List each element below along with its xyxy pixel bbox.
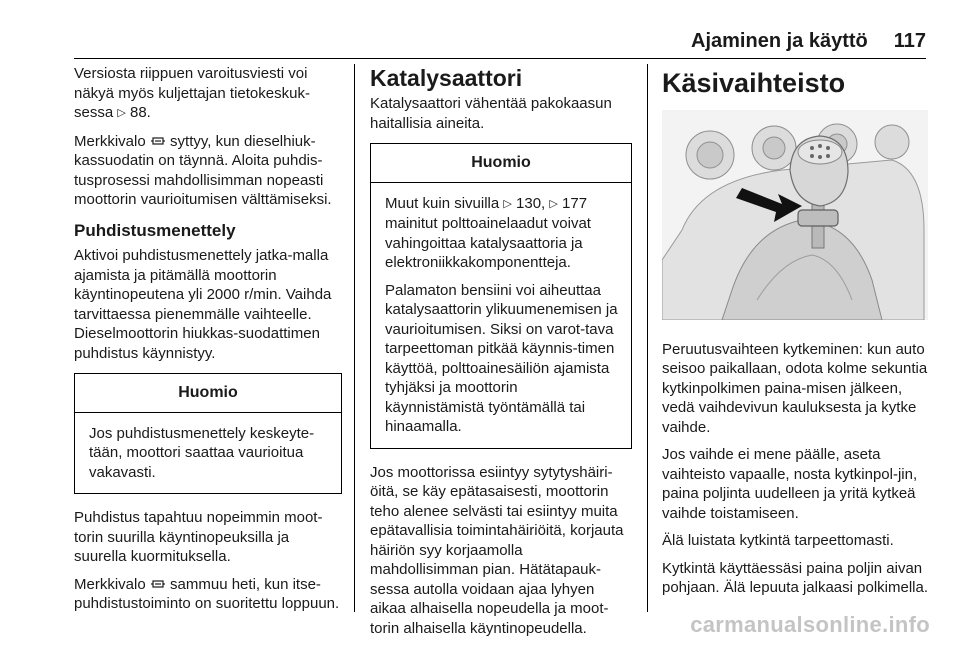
paragraph: Aktivoi puhdistusmenettely jatka-malla ajamista ja pitämällä moottorin käyntinopeutena yli 2000 r/min. Vaihda tarvittaessa pienemmälle vaihteelle. Dieselmoottorin hiukkas-suodattimen puhdistus käynnistyy. — [74, 247, 332, 362]
paragraph: Jos moottorissa esiintyy sytytyshäiri-öitä, se käy epätasaisesti, moottorin teho alenee selvästi tai esiintyy muita epätavallisia toimintahäiriöitä, korjauta häiriön syy korjaamolla mahdollisimman pian. Hätätapauk-sessa autolla voidaan ajaa lyhyen aikaa alhaisella nopeudella ja moot-torin alhaisella käyntinopeudella. — [370, 463, 624, 637]
page-header-title: Ajaminen ja käyttö — [691, 30, 868, 52]
page-reference-triangle-icon: ▷ — [503, 197, 512, 210]
paragraph-text: sammuu heti, kun itse-puhdistustoiminto on suoritettu loppuun. — [74, 575, 340, 612]
note-body — [371, 183, 631, 448]
paragraph: Puhdistus tapahtuu nopeimmin moot-torin suurilla käyntinopeuksilla ja suurella kuormituksella. — [74, 509, 323, 565]
column-3 — [662, 64, 928, 606]
column-2 — [370, 64, 632, 646]
paragraph-text: Merkkivalo — [74, 575, 146, 593]
column-divider — [647, 64, 648, 612]
column-divider — [354, 64, 355, 612]
note-box — [370, 143, 632, 449]
column-1 — [74, 64, 342, 622]
note-body — [75, 413, 341, 494]
note-text: Jos puhdistusmenettely keskeyte-tään, moottori saattaa vaurioitua vakavasti. — [89, 424, 315, 481]
paragraph-text: Muut kuin sivuilla — [385, 194, 500, 212]
paragraph — [74, 132, 342, 210]
section-heading: Katalysaattori — [370, 65, 523, 91]
note-title: Huomio — [75, 374, 341, 413]
paragraph-text: Versiosta riippuen varoitusviesti voi näkyä myös kuljettajan tietokeskuk-sessa — [74, 65, 310, 121]
paragraph: Peruutusvaihteen kytkeminen: kun auto seisoo paikallaan, odota kolme sekuntia kytkinpolkimen paina-misen jälkeen, vedä vaihdevivun kauluksesta ja kytke vaihde. — [662, 340, 928, 436]
page-reference[interactable]: 177 — [562, 194, 588, 212]
paragraph: Älä luistata kytkintä tarpeettomasti. — [662, 532, 894, 549]
diesel-particulate-filter-icon — [151, 134, 165, 148]
page-header — [74, 30, 926, 54]
watermark: carmanualsonline.info — [690, 612, 930, 637]
paragraph: Jos vaihde ei mene päälle, aseta vaihteisto vapaalle, nosta kytkinpol-jin, paina poljinta uudelleen ja yritä kytkeä vaihde toistamiseen. — [662, 446, 918, 522]
section-heading: Käsivaihteisto — [662, 68, 846, 98]
page-reference-triangle-icon: ▷ — [549, 197, 558, 210]
paragraph: Katalysaattori vähentää pakokaasun haitallisia aineita. — [370, 95, 612, 132]
section-heading: Puhdistusmenettely — [74, 220, 236, 240]
paragraph-text: mainitut polttoainelaadut voivat vahingoittaa katalysaattoria ja elektroniikkakomponentteja. — [385, 215, 591, 271]
page-reference[interactable]: 130, — [516, 194, 546, 212]
page-reference-triangle-icon: ▷ — [117, 107, 126, 119]
header-rule — [74, 58, 926, 59]
page-reference[interactable]: 88. — [130, 104, 151, 121]
paragraph-text: syttyy, kun dieselhiuk-kassuodatin on täynnä. Aloita puhdis-tusprosessi mahdollisimman nopeasti moottorin vaurioitumisen välttämiseksi. — [74, 132, 332, 208]
page-number: 117 — [893, 30, 926, 52]
gear-shift-illustration — [662, 110, 928, 320]
paragraph-text: Merkkivalo — [74, 132, 146, 150]
paragraph — [74, 64, 342, 124]
note-title: Huomio — [371, 144, 631, 183]
diesel-particulate-filter-icon — [151, 577, 165, 591]
paragraph: Kytkintä käyttäessäsi paina poljin aivan pohjaan. Älä lepuuta jalkaasi polkimella. — [662, 559, 929, 596]
note-text — [385, 194, 619, 273]
note-box — [74, 373, 342, 494]
note-text: Palamaton bensiini voi aiheuttaa katalysaattorin ylikuumenemisen ja vaurioitumisen. Siksi on varot-tava tarpeettoman pitkää käynnis-timen käyttöä, polttoainesäiliön ajamista tyhjäksi ja moottorin käynnistämistä työntämällä tai hinaamalla. — [385, 281, 618, 435]
paragraph — [74, 575, 342, 614]
